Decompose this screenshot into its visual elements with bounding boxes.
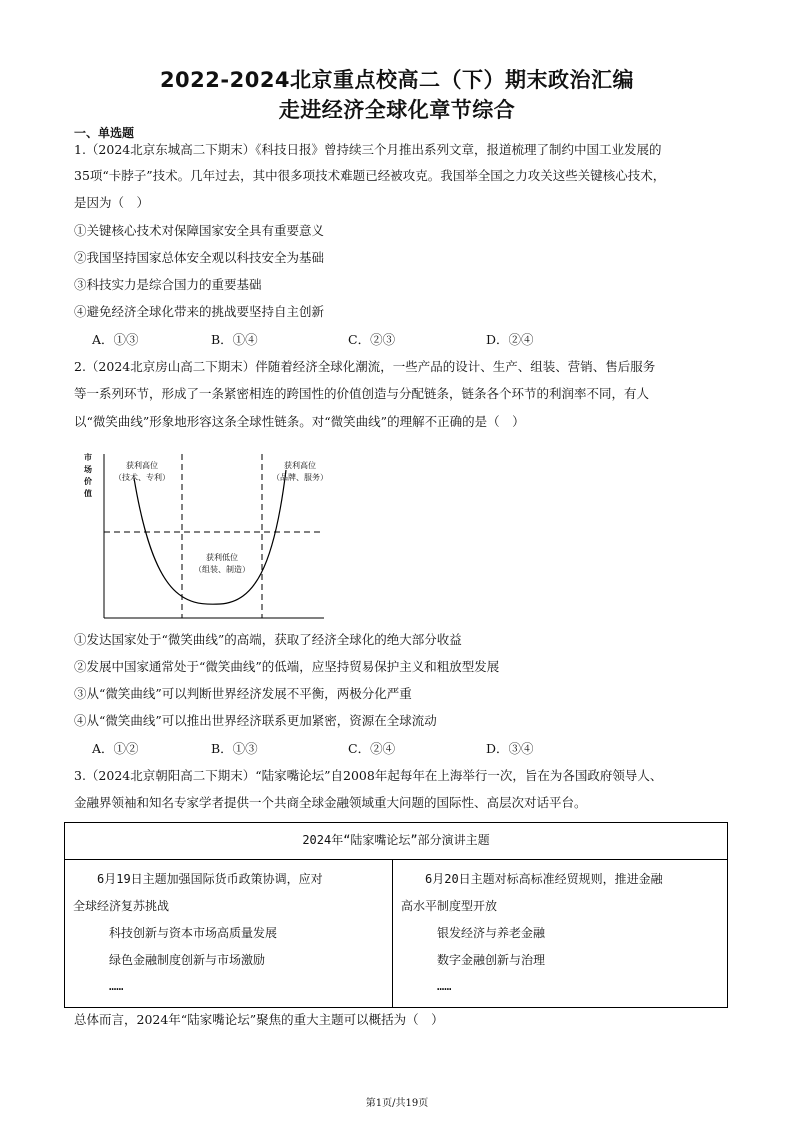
q2-stem-line: 以“微笑曲线”形象地形容这条全球性链条。对“微笑曲线”的理解不正确的是（ ） [74,414,525,429]
table-left-line: 全球经济复苏挑战 [73,899,170,913]
smile-curve-svg [74,448,330,626]
q3-stem-line: 3.（2024北京朝阳高二下期末）“陆家嘴论坛”自2008年起每年在上海举行一次，旨在为各国政府领导人、 [74,768,663,783]
q2-option-d: D．③④ [486,741,534,756]
q2-stem-line: 等一系列环节，形成了一条紧密相连的跨国性的价值创造与分配链条，链条各个环节的利润率不同，有人 [74,386,650,401]
table-left-column [65,860,393,1007]
y-axis-label-char: 市 [84,452,92,462]
q1-stem-line: 1.（2024北京东城高二下期末）《科技日报》曾持续三个月推出系列文章，报道梳理了制约中国工业发展的 [74,142,662,157]
left-high-label: 获利高位 [126,461,158,470]
q1-option-b: B．①④ [211,332,258,347]
document-title: 2022-2024北京重点校高二（下）期末政治汇编 [159,68,635,92]
q3-question-line: 总体而言，2024年“陆家嘴论坛”聚焦的重大主题可以概括为（ ） [74,1012,444,1027]
page-footer: 第1页/共19页 [365,1098,429,1109]
right-high-label: 获利高位 [284,461,316,470]
table-left-line: 6月19日主题加强国际货币政策协调，应对 [73,872,323,886]
low-label: 获利低位 [206,553,238,562]
table-right-line: …… [401,979,452,993]
table-header: 2024年“陆家嘴论坛”部分演讲主题 [65,823,727,860]
q2-statement: ③从“微笑曲线”可以判断世界经济发展不平衡，两极分化严重 [74,686,412,701]
table-left-line: 绿色金融制度创新与市场激励 [73,953,266,967]
table-left-line: 科技创新与资本市场高质量发展 [73,926,278,940]
table-left-line: …… [73,979,124,993]
q1-stem-line: 是因为（ ） [74,195,150,210]
y-axis-label-char: 价 [84,476,92,486]
y-axis-label-char: 场 [84,464,92,474]
low-sublabel: （组装、制造） [194,565,250,574]
q1-statement: ①关键核心技术对保障国家安全具有重要意义 [74,223,325,238]
document-subtitle: 走进经济全球化章节综合 [278,98,516,122]
q2-statement: ②发展中国家通常处于“微笑曲线”的低端，应坚持贸易保护主义和粗放型发展 [74,659,500,674]
q1-statement: ②我国坚持国家总体安全观以科技安全为基础 [74,250,325,265]
y-axis-label-char: 值 [84,488,92,498]
table-right-line: 银发经济与养老金融 [401,926,546,940]
table-right-column [393,860,727,1007]
q2-statement: ④从“微笑曲线”可以推出世界经济联系更加紧密，资源在全球流动 [74,713,437,728]
q1-statement: ③科技实力是综合国力的重要基础 [74,277,262,292]
q1-option-a: A．①③ [92,332,139,347]
q2-option-a: A．①② [92,741,139,756]
section-heading: 一、单选题 [74,126,135,140]
right-high-sublabel: （品牌、服务） [272,473,328,482]
q2-option-c: C．②④ [348,741,396,756]
table-right-line: 6月20日主题对标高标准经贸规则，推进金融 [401,872,663,886]
smile-curve-diagram [74,448,330,626]
q3-stem-line: 金融界领袖和知名专家学者提供一个共商全球金融领域重大问题的国际性、高层次对话平台。 [74,795,587,810]
q2-stem-line: 2.（2024北京房山高二下期末）伴随着经济全球化潮流，一些产品的设计、生产、组装、营销、售后服务 [74,359,656,374]
q1-option-d: D．②④ [486,332,534,347]
smile-curve [134,470,286,604]
q2-statement: ①发达国家处于“微笑曲线”的高端，获取了经济全球化的绝大部分收益 [74,632,462,647]
q2-option-b: B．①③ [211,741,258,756]
forum-topics-table [64,822,728,1008]
q1-option-c: C．②③ [348,332,396,347]
table-right-line: 数字金融创新与治理 [401,953,546,967]
table-right-line: 高水平制度型开放 [401,899,498,913]
left-high-sublabel: （技术、专利） [114,473,170,482]
q1-stem-line: 35项“卡脖子”技术。几年过去，其中很多项技术难题已经被攻克。我国举全国之力攻关这些关键核心技术， [74,168,666,183]
q1-statement: ④避免经济全球化带来的挑战要坚持自主创新 [74,304,325,319]
